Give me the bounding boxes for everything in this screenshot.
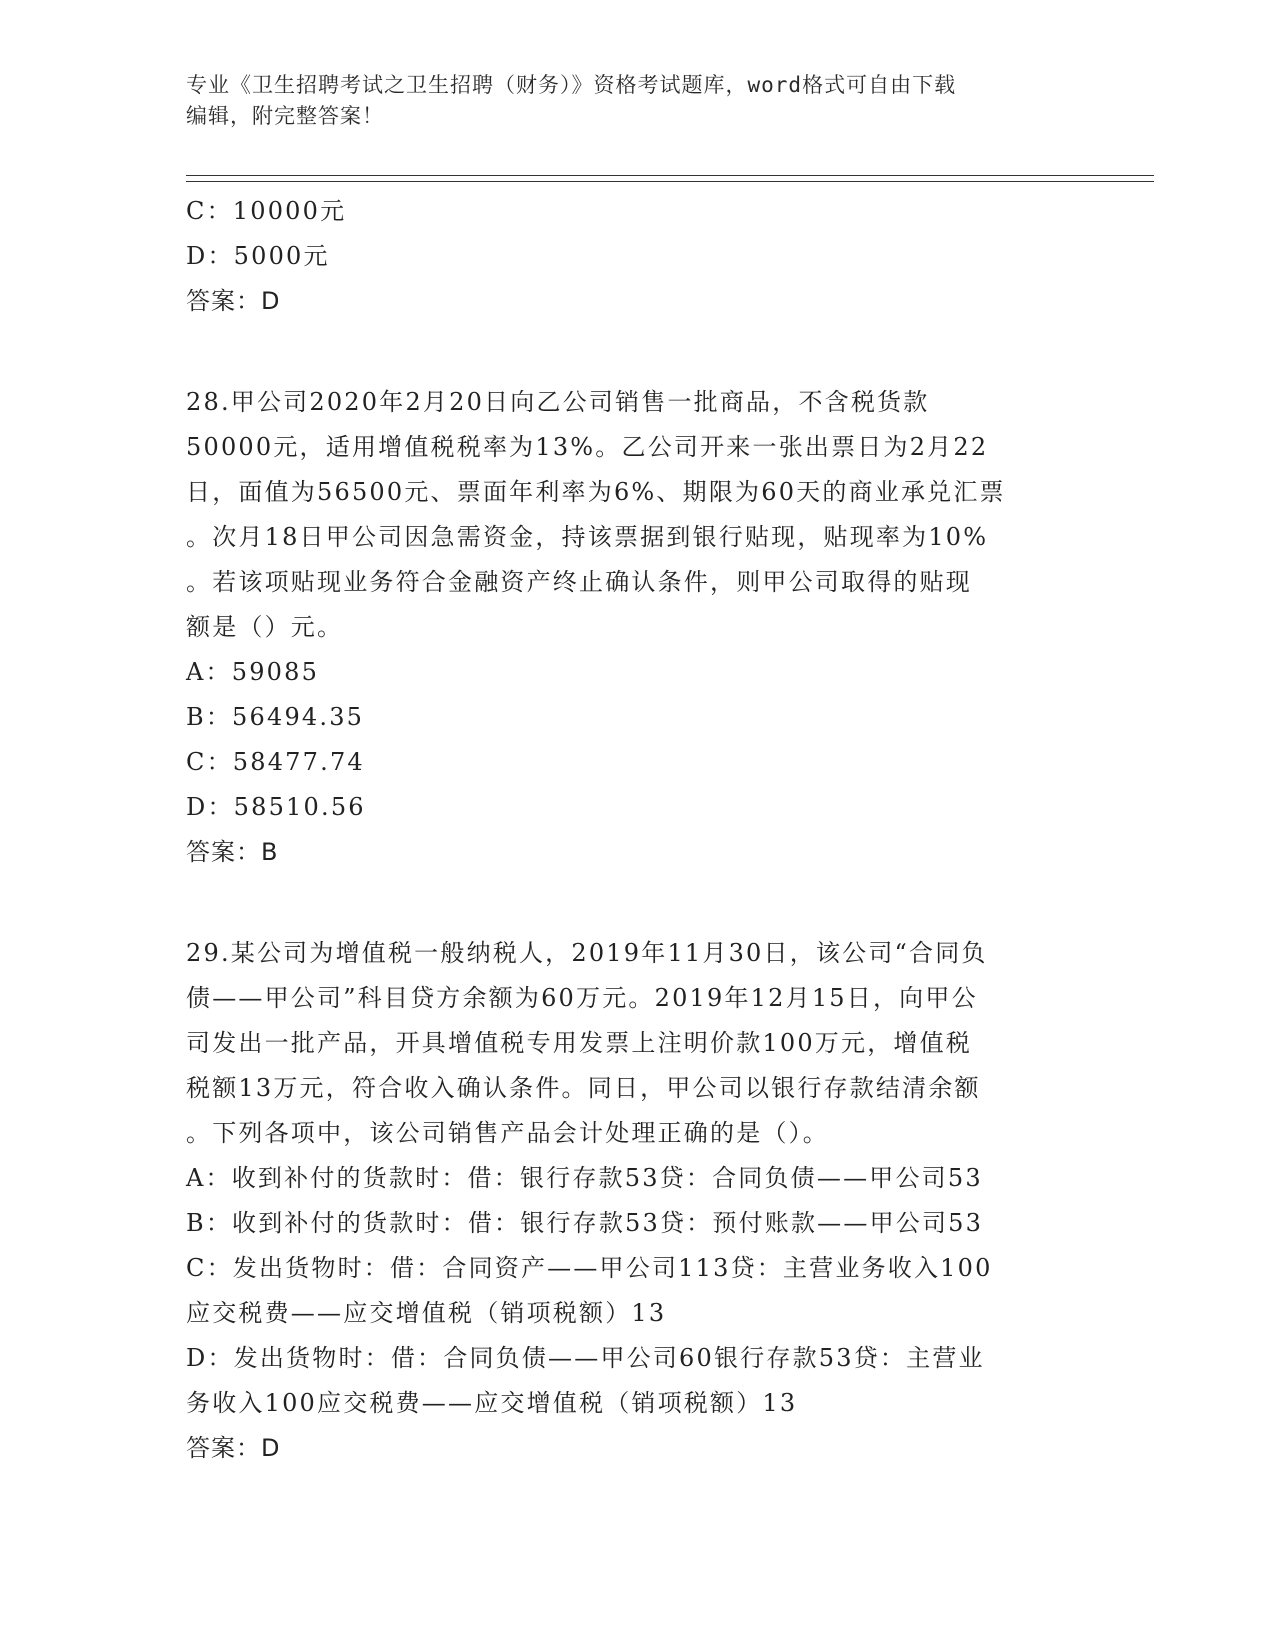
question-text-line: 税额13万元，符合收入确认条件。同日，甲公司以银行存款结清余额 [186, 1074, 981, 1102]
question-28 [186, 380, 1086, 875]
question-text-line: 。下列各项中，该公司销售产品会计处理正确的是（）。 [186, 1119, 829, 1147]
document-body [186, 189, 1086, 1471]
question-text-line: 29.某公司为增值税一般纳税人，2019年11月30日，该公司“合同负 [186, 939, 988, 967]
header-divider-top [186, 175, 1154, 176]
header-line-1: 专业《卫生招聘考试之卫生招聘（财务）》资格考试题库，word格式可自由下载 [186, 73, 957, 97]
question-text-line: 司发出一批产品，开具增值税专用发票上注明价款100万元，增值税 [186, 1029, 973, 1057]
question-text-line: 。次月18日甲公司因急需资金，持该票据到银行贴现，贴现率为10% [186, 523, 989, 551]
question-text-line: 50000元，适用增值税税率为13%。乙公司开来一张出票日为2月22 [186, 433, 989, 461]
option-a: A：59085 [186, 658, 320, 686]
option-c: C：58477.74 [186, 748, 365, 776]
question-29 [186, 931, 1086, 1471]
option-d: D：发出货物时：借：合同负债——甲公司60银行存款53贷：主营业 [186, 1344, 985, 1372]
answer-line: 答案：D [186, 1434, 281, 1462]
option-c-continued: 应交税费——应交增值税（销项税额）13 [186, 1299, 667, 1327]
header-line-2: 编辑，附完整答案！ [186, 104, 384, 128]
option-d-continued: 务收入100应交税费——应交增值税（销项税额）13 [186, 1389, 798, 1417]
answer-line: 答案：D [186, 287, 281, 315]
question-text-line: 。若该项贴现业务符合金融资产终止确认条件，则甲公司取得的贴现 [186, 568, 972, 596]
option-d: D：58510.56 [186, 793, 366, 821]
option-a: A：收到补付的货款时：借：银行存款53贷：合同负债——甲公司53 [186, 1164, 983, 1192]
question-text-line: 28.甲公司2020年2月20日向乙公司销售一批商品，不含税货款 [186, 388, 930, 416]
question-text-line: 额是（）元。 [186, 613, 344, 641]
option-d: D：5000元 [186, 242, 330, 270]
option-c: C：10000元 [186, 197, 347, 225]
option-b: B：收到补付的货款时：借：银行存款53贷：预付账款——甲公司53 [186, 1209, 984, 1237]
header-divider-bottom [186, 181, 1154, 182]
question-text-line: 债——甲公司”科目贷方余额为60万元。2019年12月15日，向甲公 [186, 984, 978, 1012]
question-text-line: 日，面值为56500元、票面年利率为6%、期限为60天的商业承兑汇票 [186, 478, 1006, 506]
answer-line: 答案：B [186, 838, 279, 866]
document-header [186, 70, 1106, 132]
option-c: C：发出货物时：借：合同资产——甲公司113贷：主营业务收入100 [186, 1254, 993, 1282]
previous-question-tail [186, 189, 1086, 324]
option-b: B：56494.35 [186, 703, 365, 731]
